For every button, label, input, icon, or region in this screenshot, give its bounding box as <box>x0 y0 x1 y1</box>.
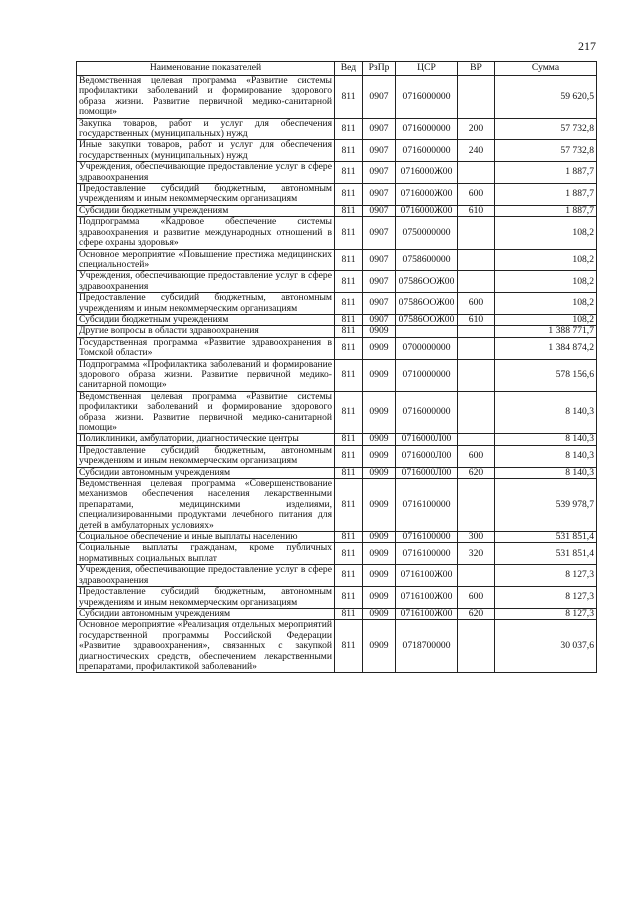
cell-vr <box>458 565 495 587</box>
cell-ved: 811 <box>335 479 363 532</box>
cell-vr <box>458 76 495 119</box>
cell-csr: 07586ООЖ00 <box>396 293 458 315</box>
cell-rzpr: 0907 <box>363 293 396 315</box>
cell-sum: 1 887,7 <box>495 184 597 206</box>
cell-csr: 0716000Ж00 <box>396 205 458 216</box>
table-row <box>77 314 597 325</box>
cell-vr <box>458 271 495 293</box>
cell-vr <box>458 249 495 271</box>
cell-csr: 0716100Ж00 <box>396 608 458 619</box>
cell-sum: 531 851,4 <box>495 543 597 565</box>
cell-ved: 811 <box>335 391 363 434</box>
cell-ved: 811 <box>335 271 363 293</box>
cell-vr: 620 <box>458 467 495 478</box>
cell-rzpr: 0909 <box>363 620 396 673</box>
cell-rzpr: 0909 <box>363 608 396 619</box>
cell-sum: 59 620,5 <box>495 76 597 119</box>
table-row <box>77 205 597 216</box>
cell-rzpr: 0909 <box>363 532 396 543</box>
table-row <box>77 293 597 315</box>
table-row <box>77 337 597 359</box>
cell-csr: 07586ООЖ00 <box>396 271 458 293</box>
cell-ved: 811 <box>335 445 363 467</box>
cell-name: Субсидии бюджетным учреждениям <box>77 205 335 216</box>
cell-csr: 0710000000 <box>396 359 458 391</box>
table-row <box>77 620 597 673</box>
cell-csr: 0750000000 <box>396 217 458 249</box>
cell-sum: 57 732,8 <box>495 140 597 162</box>
col-header-vr: ВР <box>458 62 495 76</box>
cell-vr: 240 <box>458 140 495 162</box>
cell-vr <box>458 162 495 184</box>
cell-ved: 811 <box>335 359 363 391</box>
cell-name: Предоставление субсидий бюджетным, автономным учреждениям и иным некоммерческим организациям <box>77 184 335 206</box>
cell-sum: 1 887,7 <box>495 162 597 184</box>
cell-rzpr: 0907 <box>363 217 396 249</box>
cell-name: Социальное обеспечение и иные выплаты населению <box>77 532 335 543</box>
cell-csr: 0716000Л00 <box>396 467 458 478</box>
cell-rzpr: 0907 <box>363 76 396 119</box>
table-row <box>77 532 597 543</box>
cell-vr <box>458 620 495 673</box>
cell-csr: 0758600000 <box>396 249 458 271</box>
cell-vr <box>458 217 495 249</box>
cell-rzpr: 0907 <box>363 205 396 216</box>
cell-name: Субсидии автономным учреждениям <box>77 467 335 478</box>
cell-ved: 811 <box>335 434 363 445</box>
table-row <box>77 271 597 293</box>
cell-name: Учреждения, обеспечивающие предоставление услуг в сфере здравоохранения <box>77 162 335 184</box>
cell-csr: 0700000000 <box>396 337 458 359</box>
cell-sum: 57 732,8 <box>495 118 597 140</box>
cell-ved: 811 <box>335 543 363 565</box>
cell-rzpr: 0909 <box>363 359 396 391</box>
cell-rzpr: 0907 <box>363 314 396 325</box>
cell-ved: 811 <box>335 326 363 337</box>
cell-name: Основное мероприятие «Повышение престижа медицинских специальностей» <box>77 249 335 271</box>
cell-sum: 8 140,3 <box>495 445 597 467</box>
cell-rzpr: 0909 <box>363 543 396 565</box>
cell-rzpr: 0907 <box>363 162 396 184</box>
cell-sum: 108,2 <box>495 314 597 325</box>
table-row <box>77 391 597 434</box>
cell-vr: 200 <box>458 118 495 140</box>
cell-vr <box>458 359 495 391</box>
cell-name: Социальные выплаты гражданам, кроме публичных нормативных социальных выплат <box>77 543 335 565</box>
col-header-csr: ЦСР <box>396 62 458 76</box>
cell-vr: 600 <box>458 587 495 609</box>
cell-sum: 8 127,3 <box>495 608 597 619</box>
cell-rzpr: 0909 <box>363 434 396 445</box>
cell-vr: 610 <box>458 205 495 216</box>
cell-rzpr: 0909 <box>363 445 396 467</box>
cell-rzpr: 0909 <box>363 479 396 532</box>
cell-vr: 600 <box>458 184 495 206</box>
table-row <box>77 565 597 587</box>
cell-vr: 320 <box>458 543 495 565</box>
cell-name: Предоставление субсидий бюджетным, автономным учреждениям и иным некоммерческим организациям <box>77 587 335 609</box>
cell-vr: 600 <box>458 293 495 315</box>
cell-csr: 0716100Ж00 <box>396 587 458 609</box>
cell-rzpr: 0907 <box>363 249 396 271</box>
table-row <box>77 543 597 565</box>
cell-csr: 0716000Л00 <box>396 445 458 467</box>
cell-ved: 811 <box>335 337 363 359</box>
cell-name: Учреждения, обеспечивающие предоставление услуг в сфере здравоохранения <box>77 565 335 587</box>
cell-sum: 539 978,7 <box>495 479 597 532</box>
cell-ved: 811 <box>335 620 363 673</box>
cell-ved: 811 <box>335 532 363 543</box>
cell-sum: 8 127,3 <box>495 565 597 587</box>
cell-csr: 0716100000 <box>396 543 458 565</box>
table-row <box>77 479 597 532</box>
cell-vr: 300 <box>458 532 495 543</box>
cell-rzpr: 0909 <box>363 337 396 359</box>
cell-sum: 1 388 771,7 <box>495 326 597 337</box>
cell-csr: 07586ООЖ00 <box>396 314 458 325</box>
cell-ved: 811 <box>335 217 363 249</box>
col-header-ved: Вед <box>335 62 363 76</box>
cell-ved: 811 <box>335 608 363 619</box>
cell-rzpr: 0909 <box>363 391 396 434</box>
cell-name: Субсидии автономным учреждениям <box>77 608 335 619</box>
cell-rzpr: 0907 <box>363 271 396 293</box>
cell-csr: 0716000000 <box>396 76 458 119</box>
cell-name: Ведомственная целевая программа «Развитие системы профилактики заболеваний и формирование здорового образа жизни. Развитие первичной медико-санитарной помощи» <box>77 391 335 434</box>
table-row <box>77 326 597 337</box>
cell-sum: 8 140,3 <box>495 467 597 478</box>
table-row <box>77 608 597 619</box>
page-number: 217 <box>578 39 596 53</box>
cell-name: Другие вопросы в области здравоохранения <box>77 326 335 337</box>
cell-vr <box>458 479 495 532</box>
cell-name: Государственная программа «Развитие здравоохранения в Томской области» <box>77 337 335 359</box>
cell-ved: 811 <box>335 118 363 140</box>
cell-vr: 610 <box>458 314 495 325</box>
table-row <box>77 76 597 119</box>
cell-ved: 811 <box>335 184 363 206</box>
cell-ved: 811 <box>335 205 363 216</box>
cell-rzpr: 0909 <box>363 565 396 587</box>
cell-vr <box>458 434 495 445</box>
cell-ved: 811 <box>335 76 363 119</box>
cell-ved: 811 <box>335 467 363 478</box>
table-row <box>77 445 597 467</box>
col-header-sum: Сумма <box>495 62 597 76</box>
cell-name: Подпрограмма «Профилактика заболеваний и формирование здорового образа жизни. Развитие первичной медико-санитарной помощи» <box>77 359 335 391</box>
table-row <box>77 140 597 162</box>
cell-sum: 578 156,6 <box>495 359 597 391</box>
cell-ved: 811 <box>335 162 363 184</box>
cell-csr: 0716100Ж00 <box>396 565 458 587</box>
cell-sum: 108,2 <box>495 217 597 249</box>
cell-name: Иные закупки товаров, работ и услуг для обеспечения государственных (муниципальных) нужд <box>77 140 335 162</box>
table-row <box>77 587 597 609</box>
cell-csr: 0716000Л00 <box>396 434 458 445</box>
cell-name: Закупка товаров, работ и услуг для обеспечения государственных (муниципальных) нужд <box>77 118 335 140</box>
table-row <box>77 359 597 391</box>
cell-name: Основное мероприятие «Реализация отдельных мероприятий государственной программы Российской Федерации «Развитие здравоохранения», связанных с закупкой диагностических средств, обеспечением лекарственными препаратами, профилактикой заболеваний» <box>77 620 335 673</box>
cell-name: Поликлиники, амбулатории, диагностические центры <box>77 434 335 445</box>
cell-csr: 0716000Ж00 <box>396 184 458 206</box>
table-row <box>77 184 597 206</box>
cell-sum: 8 127,3 <box>495 587 597 609</box>
cell-name: Ведомственная целевая программа «Развитие системы профилактики заболеваний и формирование здорового образа жизни. Развитие первичной медико-санитарной помощи» <box>77 76 335 119</box>
cell-ved: 811 <box>335 587 363 609</box>
cell-rzpr: 0909 <box>363 587 396 609</box>
cell-ved: 811 <box>335 140 363 162</box>
table-row <box>77 162 597 184</box>
cell-rzpr: 0907 <box>363 184 396 206</box>
cell-csr: 0716000000 <box>396 118 458 140</box>
cell-sum: 8 140,3 <box>495 391 597 434</box>
cell-ved: 811 <box>335 565 363 587</box>
cell-name: Учреждения, обеспечивающие предоставление услуг в сфере здравоохранения <box>77 271 335 293</box>
cell-name: Подпрограмма «Кадровое обеспечение системы здравоохранения и развитие международных отношений в сфере охраны здоровья» <box>77 217 335 249</box>
cell-sum: 30 037,6 <box>495 620 597 673</box>
cell-name: Ведомственная целевая программа «Совершенствование механизмов обеспечения населения лекарственными препаратами, медицинскими изделиями, специализированными продуктами лечебного питания для детей в амбулаторных условиях» <box>77 479 335 532</box>
cell-sum: 531 851,4 <box>495 532 597 543</box>
cell-csr: 0716000000 <box>396 391 458 434</box>
cell-sum: 108,2 <box>495 293 597 315</box>
cell-rzpr: 0909 <box>363 467 396 478</box>
cell-ved: 811 <box>335 249 363 271</box>
col-header-rzpr: РзПр <box>363 62 396 76</box>
cell-rzpr: 0907 <box>363 118 396 140</box>
cell-csr: 0718700000 <box>396 620 458 673</box>
budget-table <box>76 61 597 673</box>
cell-name: Субсидии бюджетным учреждениям <box>77 314 335 325</box>
cell-vr: 600 <box>458 445 495 467</box>
table-row <box>77 118 597 140</box>
cell-csr: 0716100000 <box>396 532 458 543</box>
cell-vr <box>458 391 495 434</box>
table-row <box>77 434 597 445</box>
cell-vr <box>458 326 495 337</box>
cell-rzpr: 0909 <box>363 326 396 337</box>
cell-csr: 0716000000 <box>396 140 458 162</box>
cell-vr <box>458 337 495 359</box>
cell-ved: 811 <box>335 314 363 325</box>
cell-name: Предоставление субсидий бюджетным, автономным учреждениям и иным некоммерческим организациям <box>77 445 335 467</box>
table-header-row <box>77 62 597 76</box>
cell-sum: 108,2 <box>495 249 597 271</box>
cell-ved: 811 <box>335 293 363 315</box>
cell-csr: 0716000Ж00 <box>396 162 458 184</box>
table-row <box>77 467 597 478</box>
cell-csr <box>396 326 458 337</box>
table-row <box>77 217 597 249</box>
cell-sum: 1 887,7 <box>495 205 597 216</box>
cell-sum: 1 384 874,2 <box>495 337 597 359</box>
table-row <box>77 249 597 271</box>
col-header-name: Наименование показателей <box>77 62 335 76</box>
cell-sum: 8 140,3 <box>495 434 597 445</box>
cell-sum: 108,2 <box>495 271 597 293</box>
cell-vr: 620 <box>458 608 495 619</box>
cell-rzpr: 0907 <box>363 140 396 162</box>
cell-name: Предоставление субсидий бюджетным, автономным учреждениям и иным некоммерческим организациям <box>77 293 335 315</box>
cell-csr: 0716100000 <box>396 479 458 532</box>
